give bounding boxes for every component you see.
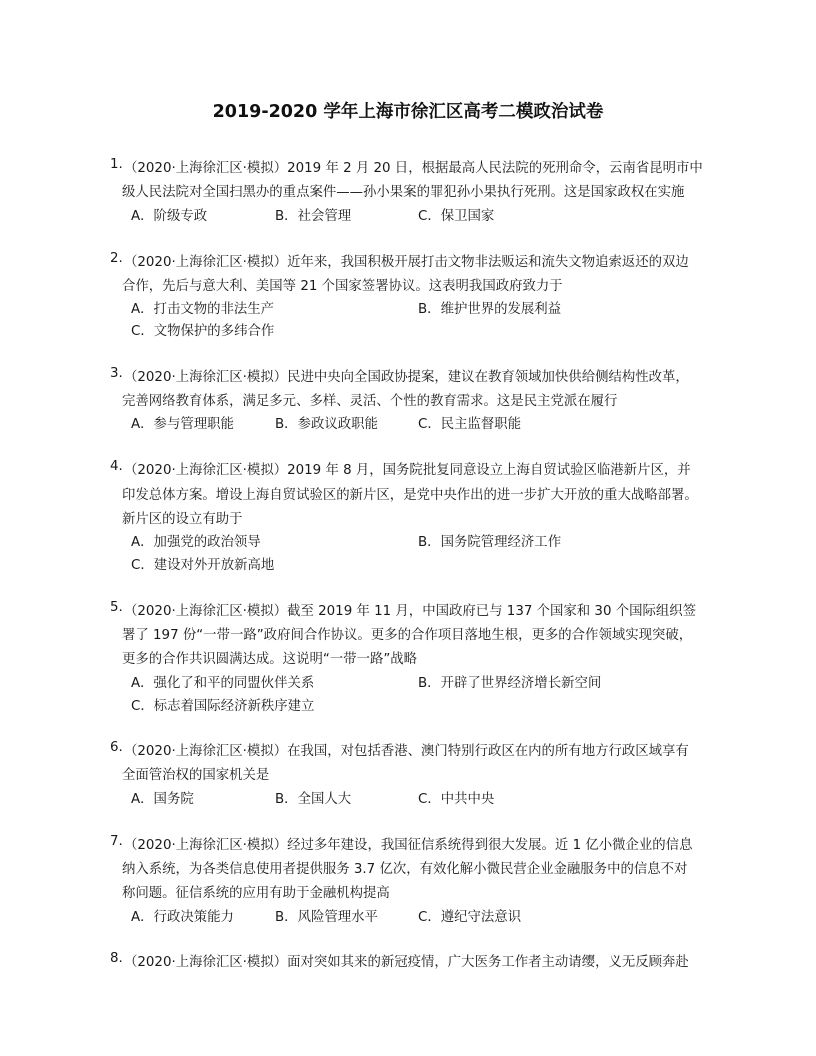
option-b[interactable]: B．风险管理水平 xyxy=(275,910,378,925)
option-c[interactable]: C．中共中央 xyxy=(418,792,495,807)
question-number: 5. xyxy=(110,600,123,615)
question-stem-line: 合作，先后与意大利、美国等 21 个国家签署协议。这表明我国政府致力于 xyxy=(122,279,563,294)
option-a[interactable]: A．参与管理职能 xyxy=(131,417,234,432)
option-b[interactable]: B．维护世界的发展利益 xyxy=(418,302,562,317)
question-number: 8. xyxy=(110,951,123,966)
exam-title: 2019-2020 学年上海市徐汇区高考二模政治试卷 xyxy=(212,102,604,122)
option-a[interactable]: A．阶级专政 xyxy=(131,209,208,224)
question-stem-line: 称问题。征信系统的应用有助于金融机构提高 xyxy=(122,886,390,901)
question-stem-line: （2020·上海徐汇区·模拟）2019 年 2 月 20 日，根据最高人民法院的死刑命令，云南省昆明市中 xyxy=(124,161,703,176)
option-c[interactable]: C．标志着国际经济新秩序建立 xyxy=(131,699,315,714)
option-b[interactable]: B．开辟了世界经济增长新空间 xyxy=(418,676,602,691)
option-c[interactable]: C．保卫国家 xyxy=(418,209,495,224)
option-b[interactable]: B．国务院管理经济工作 xyxy=(418,535,562,550)
question-number: 3. xyxy=(110,366,123,381)
question-number: 1. xyxy=(110,157,123,172)
question-stem-line: （2020·上海徐汇区·模拟）近年来，我国积极开展打击文物非法贩运和流失文物追索返还的双边 xyxy=(124,255,689,270)
question-stem-line: （2020·上海徐汇区·模拟）民进中央向全国政协提案，建议在教育领域加快供给侧结构性改革， xyxy=(124,370,689,385)
option-c[interactable]: C．文物保护的多纬合作 xyxy=(131,324,275,339)
option-a[interactable]: A．国务院 xyxy=(131,792,194,807)
question-stem-line: 纳入系统，为各类信息使用者提供服务 3.7 亿次，有效化解小微民营企业金融服务中的信息不对 xyxy=(122,862,688,877)
option-a[interactable]: A．打击文物的非法生产 xyxy=(131,302,275,317)
option-a[interactable]: A．加强党的政治领导 xyxy=(131,535,261,550)
question-stem-line: 更多的合作共识圆满达成。这说明“一带一路”战略 xyxy=(122,652,418,667)
question-number: 4. xyxy=(110,459,123,474)
question-number: 7. xyxy=(110,834,123,849)
question-stem-line: 全面管治权的国家机关是 xyxy=(122,768,270,783)
option-c[interactable]: C．建设对外开放新高地 xyxy=(131,558,275,573)
option-b[interactable]: B．社会管理 xyxy=(275,209,352,224)
option-a[interactable]: A．行政决策能力 xyxy=(131,910,234,925)
question-stem-line: 署了 197 份“一带一路”政府间合作协议。更多的合作项目落地生根，更多的合作领域实现突破， xyxy=(122,628,693,643)
option-c[interactable]: C．民主监督职能 xyxy=(418,417,522,432)
question-stem-line: （2020·上海徐汇区·模拟）2019 年 8 月，国务院批复同意设立上海自贸试验区临港新片区，并 xyxy=(124,463,691,478)
question-stem-line: 完善网络教育体系，满足多元、多样、灵活、个性的教育需求。这是民主党派在履行 xyxy=(122,394,618,409)
option-c[interactable]: C．遵纪守法意识 xyxy=(418,910,522,925)
option-b[interactable]: B．参政议政职能 xyxy=(275,417,378,432)
question-stem-line: （2020·上海徐汇区·模拟）截至 2019 年 11 月，中国政府已与 137 个国家和 30 个国际组织签 xyxy=(124,604,697,619)
option-a[interactable]: A．强化了和平的同盟伙伴关系 xyxy=(131,676,315,691)
question-number: 6. xyxy=(110,740,123,755)
question-number: 2. xyxy=(110,251,123,266)
question-stem-line: （2020·上海徐汇区·模拟）经过多年建设，我国征信系统得到很大发展。近 1 亿小微企业的信息 xyxy=(124,838,693,853)
option-b[interactable]: B．全国人大 xyxy=(275,792,352,807)
question-stem-line: （2020·上海徐汇区·模拟）面对突如其来的新冠疫情，广大医务工作者主动请缨，义无反顾奔赴 xyxy=(124,955,689,970)
question-stem-line: 级人民法院对全国扫黑办的重点案件——孙小果案的罪犯孙小果执行死刑。这是国家政权在实施 xyxy=(122,185,685,200)
question-stem-line: 新片区的设立有助于 xyxy=(122,512,243,527)
question-stem-line: （2020·上海徐汇区·模拟）在我国，对包括香港、澳门特别行政区在内的所有地方行政区域享有 xyxy=(124,744,689,759)
question-stem-line: 印发总体方案。增设上海自贸试验区的新片区，是党中央作出的进一步扩大开放的重大战略部署。 xyxy=(122,488,698,503)
